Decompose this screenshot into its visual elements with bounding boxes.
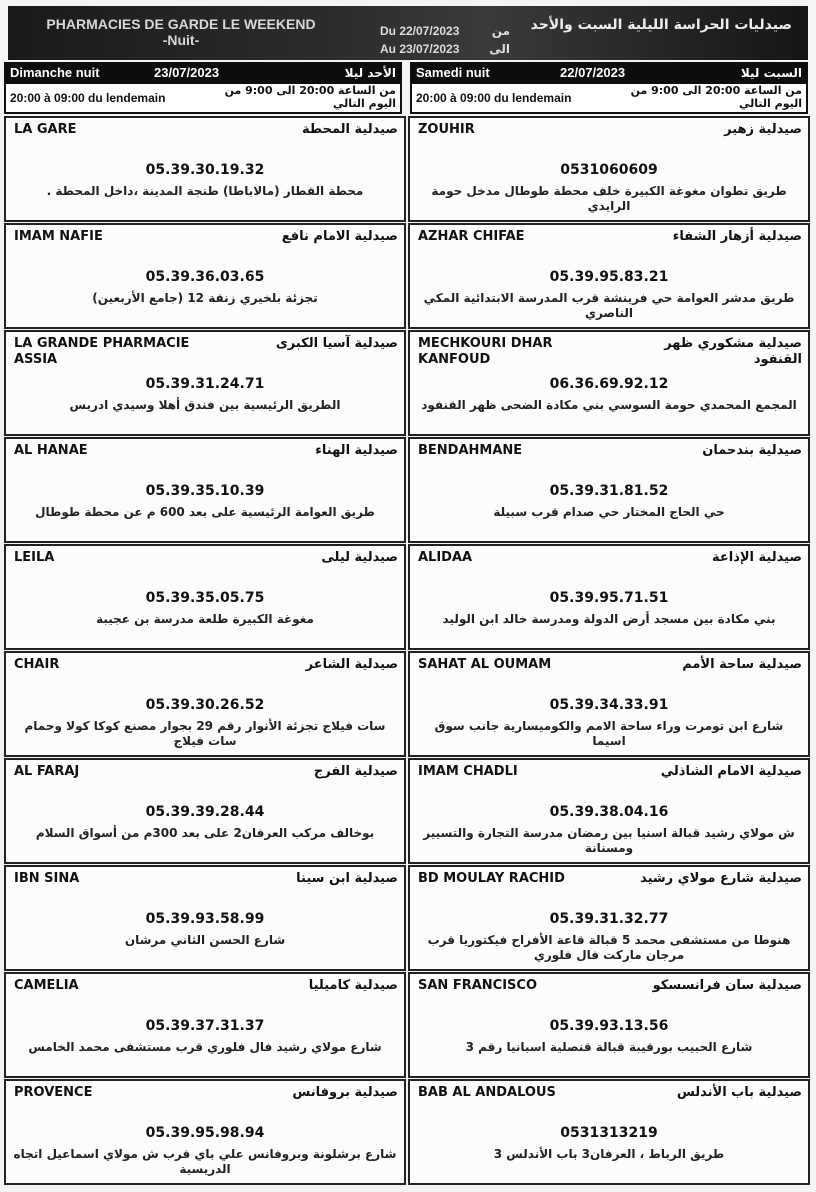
pharmacy-phone: 05.39.95.83.21: [549, 269, 669, 285]
pharmacy-name-ar: صيدلية باب الأندلس: [676, 1085, 802, 1100]
pharmacy-name-ar: صيدلية مشكوري ظهر القنفود: [664, 336, 802, 367]
pharmacy-phone: 05.39.37.31.37: [145, 1018, 265, 1034]
title-line-2: -Nuit-: [162, 32, 200, 48]
date-to: Au 23/07/2023: [380, 42, 460, 56]
pharmacy-phone: 05.39.30.26.52: [145, 697, 265, 713]
column-header-sunday: [4, 62, 402, 114]
page-header: [8, 6, 808, 60]
pharmacy-card: [4, 437, 406, 543]
pharmacy-address: سات فيلاج تجزئة الأنوار رقم 29 بجوار مصنع كوكا كولا وحمام سات فيلاج: [24, 719, 386, 748]
pharmacy-name: IMAM NAFIE: [14, 229, 103, 244]
pharmacy-name-ar: صيدلية شارع مولاي رشيد: [640, 871, 802, 886]
pharmacy-name: LA GARE: [14, 122, 77, 137]
pharmacy-name: AL HANAE: [14, 443, 88, 458]
hours-label: 20:00 à 09:00 du lendemain: [10, 91, 166, 105]
pharmacy-name-ar: صيدلية كاميليا: [308, 978, 398, 993]
header-title-ar: صيدليات الحراسة الليلية السبت والأحد: [530, 17, 792, 33]
pharmacy-address: طريق تطوان مغوغة الكبيرة خلف محطة طوطال مدخل حومة الرايدي: [431, 184, 787, 213]
pharmacy-card: [4, 651, 406, 757]
header-title: [16, 16, 346, 48]
pharmacy-name: PROVENCE: [14, 1085, 93, 1100]
pharmacy-name-ar: صيدلية الفرج: [313, 764, 398, 779]
pharmacy-name: BENDAHMANE: [418, 443, 523, 458]
pharmacy-name: ZOUHIR: [418, 122, 475, 137]
header-dates: [380, 22, 510, 58]
pharmacy-name: CAMELIA: [14, 978, 79, 993]
day-label: Dimanche nuit: [10, 65, 100, 80]
pharmacy-name: LA GRANDE PHARMACIE ASSIA: [14, 336, 190, 367]
pharmacy-name-ar: صيدلية الامام نافع: [281, 229, 398, 244]
pharmacy-name-ar: صيدلية الإذاعة: [711, 550, 802, 565]
date-from: Du 22/07/2023: [380, 24, 460, 38]
pharmacy-address: طريق الرباط ، العرفان3 باب الأندلس 3: [493, 1147, 725, 1161]
pharmacy-card: [4, 330, 406, 436]
pharmacy-name-ar: صيدلية ليلى: [321, 550, 398, 565]
day-date: 22/07/2023: [560, 65, 626, 80]
pharmacy-phone: 05.39.95.71.51: [549, 590, 669, 606]
pharmacy-name-ar: صيدلية زهير: [724, 122, 802, 137]
pharmacy-card: [4, 972, 406, 1078]
pharmacy-phone: 0531060609: [560, 162, 658, 178]
pharmacy-card: [408, 330, 810, 436]
pharmacy-address: شارع برشلونة وبروفانس علي باي قرب ش مولاي اسماعيل اتجاه الدريسية: [13, 1147, 397, 1176]
pharmacy-phone: 05.39.39.28.44: [145, 804, 265, 820]
pharmacy-card: [408, 1079, 810, 1185]
pharmacy-card: [4, 544, 406, 650]
pharmacy-address: شارع الحبيب بورقيبة قبالة قنصلية اسبانيا رقم 3: [465, 1040, 753, 1054]
pharmacy-address: طريق العوامة الرئيسية على بعد 600 م عن محطة طوطال: [35, 505, 375, 519]
date-from-ar: من: [491, 24, 510, 38]
title-line-1: PHARMACIES DE GARDE LE WEEKEND: [46, 16, 316, 32]
pharmacy-grid: [4, 116, 812, 1188]
pharmacy-name: SAN FRANCISCO: [418, 978, 537, 993]
pharmacy-name-ar: صيدلية آسيا الكبرى: [275, 336, 398, 351]
pharmacy-name-ar: صيدلية الامام الشاذلي: [660, 764, 802, 779]
pharmacy-name-ar: صيدلية ساحة الأمم: [682, 657, 802, 672]
pharmacy-phone: 05.39.38.04.16: [549, 804, 669, 820]
pharmacy-phone: 05.39.36.03.65: [145, 269, 265, 285]
pharmacy-card: [4, 223, 406, 329]
pharmacy-name-ar: صيدلية الهناء: [315, 443, 398, 458]
pharmacy-name: LEILA: [14, 550, 55, 565]
pharmacy-name: CHAIR: [14, 657, 60, 672]
day-label-ar: السبت ليلا: [740, 66, 802, 80]
pharmacy-name-ar: صيدلية سان فرانسسكو: [652, 978, 802, 993]
hours-label: 20:00 à 09:00 du lendemain: [416, 91, 572, 105]
pharmacy-card: [4, 116, 406, 222]
pharmacy-card: [408, 651, 810, 757]
pharmacy-address: تجزئة بلخيري زنقة 12 (جامع الأربعين): [92, 291, 318, 305]
pharmacy-phone: 05.39.93.58.99: [145, 911, 265, 927]
pharmacy-phone: 05.39.35.10.39: [145, 483, 265, 499]
hours-label-ar: من الساعة 20:00 الى 9:00 من اليوم التالي: [224, 84, 396, 110]
pharmacy-name: SAHAT AL OUMAM: [418, 657, 552, 672]
pharmacy-phone: 05.39.35.05.75: [145, 590, 265, 606]
pharmacy-phone: 05.39.31.24.71: [145, 376, 265, 392]
pharmacy-phone: 06.36.69.92.12: [549, 376, 669, 392]
pharmacy-name: IMAM CHADLI: [418, 764, 518, 779]
pharmacy-phone: 05.39.31.81.52: [549, 483, 669, 499]
pharmacy-card: [4, 1079, 406, 1185]
pharmacy-name-ar: صيدلية المحطة: [302, 122, 398, 137]
pharmacy-address: شارع الحسن الثاني مرشان: [124, 933, 286, 947]
pharmacy-address: الطريق الرئيسية بين فندق أهلا وسيدي ادريس: [69, 398, 341, 412]
pharmacy-address: طريق مدشر العوامة حي فرينشة قرب المدرسة الابتدائية المكي الناصري: [423, 291, 795, 320]
pharmacy-name: AZHAR CHIFAE: [418, 229, 525, 244]
pharmacy-name-ar: صيدلية الشاعر: [305, 657, 398, 672]
date-to-ar: الى: [489, 42, 510, 56]
pharmacy-phone: 0531313219: [560, 1125, 658, 1141]
pharmacy-address: مغوغة الكبيرة طلعة مدرسة بن عجيبة: [96, 612, 314, 626]
pharmacy-card: [408, 223, 810, 329]
pharmacy-address: محطة القطار (مالاباطا) طنجة المدينة ،داخل المحطة .: [46, 184, 364, 198]
pharmacy-address: بوخالف مركب العرفان2 على بعد 300م من أسواق السلام: [35, 826, 375, 840]
pharmacy-card: [408, 758, 810, 864]
pharmacy-name: IBN SINA: [14, 871, 80, 886]
pharmacy-address: شارع ابن تومرت وراء ساحة الامم والكوميسارية جانب سوق اسيما: [434, 719, 784, 748]
pharmacy-phone: 05.39.31.32.77: [549, 911, 669, 927]
pharmacy-card: [408, 972, 810, 1078]
pharmacy-name-ar: صيدلية أزهار الشفاء: [672, 229, 802, 244]
hours-label-ar: من الساعة 20:00 الى 9:00 من اليوم التالي: [630, 84, 802, 110]
day-label: Samedi nuit: [416, 65, 490, 80]
column-header-saturday: [410, 62, 808, 114]
pharmacy-address: شارع مولاي رشيد فال فلوري قرب مستشفى محمد الخامس: [28, 1040, 382, 1054]
pharmacy-phone: 05.39.30.19.32: [145, 162, 265, 178]
pharmacy-name: MECHKOURI DHAR KANFOUD: [418, 336, 553, 367]
pharmacy-name-ar: صيدلية بروفانس: [292, 1085, 398, 1100]
day-date: 23/07/2023: [154, 65, 220, 80]
pharmacy-address: هنوطا من مستشفى محمد 5 قبالة قاعة الأفراح فيكتوريا قرب مرجان ماركت فال فلوري: [427, 933, 791, 962]
pharmacy-card: [4, 758, 406, 864]
pharmacy-card: [408, 116, 810, 222]
pharmacy-address: حي الحاج المختار حي صدام قرب سبيلة: [493, 505, 725, 519]
pharmacy-name-ar: صيدلية بندحمان: [702, 443, 802, 458]
pharmacy-card: [408, 437, 810, 543]
pharmacy-phone: 05.39.93.13.56: [549, 1018, 669, 1034]
pharmacy-address: بني مكادة بين مسجد أرض الدولة ومدرسة خالد ابن الوليد: [442, 612, 776, 626]
pharmacy-phone: 05.39.95.98.94: [145, 1125, 265, 1141]
pharmacy-name: BAB AL ANDALOUS: [418, 1085, 556, 1100]
pharmacy-address: المجمع المحمدي حومة السوسي بني مكادة الضحى ظهر القنفود: [421, 398, 797, 412]
pharmacy-name: AL FARAJ: [14, 764, 80, 779]
pharmacy-card: [408, 865, 810, 971]
pharmacy-name: BD MOULAY RACHID: [418, 871, 565, 886]
pharmacy-address: ش مولاي رشيد قبالة اسنيا بين رمضان مدرسة التجارة والتسيير ومسنانة: [423, 826, 795, 855]
pharmacy-card: [408, 544, 810, 650]
pharmacy-phone: 05.39.34.33.91: [549, 697, 669, 713]
pharmacy-name-ar: صيدلية ابن سينا: [296, 871, 398, 886]
pharmacy-name: ALIDAA: [418, 550, 473, 565]
day-label-ar: الأحد ليلا: [344, 66, 396, 80]
pharmacy-card: [4, 865, 406, 971]
